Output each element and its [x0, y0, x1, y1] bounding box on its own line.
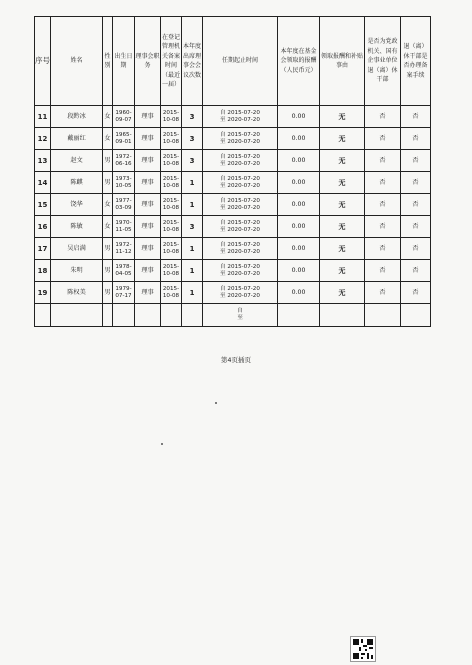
table-row: [35, 172, 431, 194]
cell-retired: 否: [401, 282, 431, 304]
cell-retired: 否: [401, 216, 431, 238]
cell-seq: 19: [35, 282, 51, 304]
cell-meetings: 3: [182, 106, 203, 128]
term-from: 自 2015-07-20: [220, 131, 260, 138]
cell-pay: 0.00: [278, 128, 320, 150]
header-term: 任期起止时间: [203, 17, 278, 106]
cell-position: 理事: [135, 238, 161, 260]
cell-gender: 男: [103, 260, 113, 282]
cell-term: [203, 106, 278, 128]
term-to: 至 2020-07-20: [220, 292, 260, 299]
cell-gender: 女: [103, 194, 113, 216]
cell-party: 否: [365, 260, 401, 282]
cell-birth: 1972-06-16: [113, 150, 135, 172]
cell-pay: 0.00: [278, 282, 320, 304]
scan-speck: [161, 443, 163, 445]
cell-filing: 2015-10-08: [161, 150, 182, 172]
term-from: 自: [237, 308, 243, 314]
cell-meetings: 3: [182, 216, 203, 238]
cell-retired: 否: [401, 194, 431, 216]
header-subsidy: 领取报酬和补贴事由: [320, 17, 365, 106]
table-row: [35, 216, 431, 238]
term-to: 至 2020-07-20: [220, 138, 260, 145]
table-row: [35, 128, 431, 150]
cell-gender: 女: [103, 128, 113, 150]
scan-speck: [215, 402, 217, 404]
cell-pay: 0.00: [278, 260, 320, 282]
cell-filing: 2015-10-08: [161, 216, 182, 238]
cell-subsidy: 无: [320, 282, 365, 304]
term-to: 至: [237, 315, 243, 321]
cell-meetings: 3: [182, 150, 203, 172]
cell-party: 否: [365, 128, 401, 150]
term-to: 至 2020-07-20: [220, 204, 260, 211]
cell-birth: 1970-11-05: [113, 216, 135, 238]
header-retired: 退（离）休干部是否办理备案手续: [401, 17, 431, 106]
table-header-row: [35, 17, 431, 106]
cell-name: 朱明: [51, 260, 103, 282]
cell-position: 理事: [135, 150, 161, 172]
cell-seq: 16: [35, 216, 51, 238]
cell-term: [203, 172, 278, 194]
header-filing: 在登记管理机关备案时间（最近一届）: [161, 17, 182, 106]
cell-retired: 否: [401, 238, 431, 260]
cell-term: [203, 282, 278, 304]
cell-filing: 2015-10-08: [161, 282, 182, 304]
cell-subsidy: 无: [320, 106, 365, 128]
cell-party: 否: [365, 216, 401, 238]
cell-party: 否: [365, 172, 401, 194]
cell-seq: 11: [35, 106, 51, 128]
cell-filing: 2015-10-08: [161, 172, 182, 194]
cell-subsidy: 无: [320, 194, 365, 216]
cell-meetings: 1: [182, 260, 203, 282]
table-row: [35, 106, 431, 128]
cell-seq: 14: [35, 172, 51, 194]
cell-name: 陈敏: [51, 216, 103, 238]
cell-position: 理事: [135, 216, 161, 238]
cell-term: [203, 238, 278, 260]
table-row: [35, 194, 431, 216]
cell-party: 否: [365, 194, 401, 216]
cell-position: 理事: [135, 128, 161, 150]
directors-table: [34, 16, 431, 327]
cell-term: [203, 304, 278, 327]
cell-term: [203, 216, 278, 238]
cell-name: 戴丽红: [51, 128, 103, 150]
cell-term: [203, 128, 278, 150]
term-to: 至 2020-07-20: [220, 248, 260, 255]
header-seq: 序号: [35, 17, 51, 106]
term-from: 自 2015-07-20: [220, 153, 260, 160]
cell-party: 否: [365, 106, 401, 128]
cell-birth: 1972-11-12: [113, 238, 135, 260]
term-from: 自 2015-07-20: [220, 241, 260, 248]
cell-gender: 男: [103, 282, 113, 304]
cell-name: 赵文: [51, 150, 103, 172]
cell-seq: 15: [35, 194, 51, 216]
cell-term: [203, 260, 278, 282]
cell-meetings: 3: [182, 128, 203, 150]
cell-subsidy: 无: [320, 216, 365, 238]
header-meetings: 本年度出席理事会会议次数: [182, 17, 203, 106]
cell-retired: 否: [401, 260, 431, 282]
term-to: 至 2020-07-20: [220, 116, 260, 123]
cell-seq: 18: [35, 260, 51, 282]
cell-pay: 0.00: [278, 172, 320, 194]
cell-meetings: 1: [182, 194, 203, 216]
cell-meetings: 1: [182, 282, 203, 304]
cell-gender: 男: [103, 238, 113, 260]
cell-term: [203, 150, 278, 172]
header-party: 是否为党政机关、国有企事业单位退（离）休干部: [365, 17, 401, 106]
cell-meetings: 1: [182, 238, 203, 260]
cell-name: 吴启满: [51, 238, 103, 260]
cell-retired: 否: [401, 172, 431, 194]
cell-name: 陈权美: [51, 282, 103, 304]
cell-position: 理事: [135, 106, 161, 128]
cell-gender: 男: [103, 150, 113, 172]
cell-subsidy: 无: [320, 128, 365, 150]
term-from: 自 2015-07-20: [220, 197, 260, 204]
term-from: 自 2015-07-20: [220, 109, 260, 116]
cell-term: [203, 194, 278, 216]
cell-birth: 1978-04-05: [113, 260, 135, 282]
cell-filing: 2015-10-08: [161, 128, 182, 150]
cell-name: 段黔冰: [51, 106, 103, 128]
cell-name: 饶华: [51, 194, 103, 216]
table-row-blank: [35, 304, 431, 327]
cell-seq: 13: [35, 150, 51, 172]
cell-birth: 1977-03-09: [113, 194, 135, 216]
cell-position: 理事: [135, 194, 161, 216]
header-birth: 出生日期: [113, 17, 135, 106]
cell-name: 陈麒: [51, 172, 103, 194]
term-from: 自 2015-07-20: [220, 263, 260, 270]
cell-party: 否: [365, 150, 401, 172]
term-to: 至 2020-07-20: [220, 270, 260, 277]
header-name: 姓名: [51, 17, 103, 106]
qr-code-icon: [350, 636, 376, 662]
term-from: 自 2015-07-20: [220, 285, 260, 292]
table-row: [35, 260, 431, 282]
cell-birth: 1973-10-05: [113, 172, 135, 194]
table-row: [35, 238, 431, 260]
cell-party: 否: [365, 238, 401, 260]
table-row: [35, 150, 431, 172]
cell-gender: 女: [103, 106, 113, 128]
cell-filing: 2015-10-08: [161, 106, 182, 128]
cell-seq: 12: [35, 128, 51, 150]
cell-birth: 1960-09-07: [113, 106, 135, 128]
cell-gender: 男: [103, 172, 113, 194]
cell-retired: 否: [401, 128, 431, 150]
cell-subsidy: 无: [320, 150, 365, 172]
cell-subsidy: 无: [320, 260, 365, 282]
cell-pay: 0.00: [278, 106, 320, 128]
cell-meetings: 1: [182, 172, 203, 194]
cell-filing: 2015-10-08: [161, 260, 182, 282]
cell-position: 理事: [135, 282, 161, 304]
page-footer: 第4页插页: [220, 356, 252, 364]
cell-pay: 0.00: [278, 238, 320, 260]
header-position: 理事会职务: [135, 17, 161, 106]
cell-birth: 1979-07-17: [113, 282, 135, 304]
term-to: 至 2020-07-20: [220, 160, 260, 167]
cell-seq: 17: [35, 238, 51, 260]
cell-subsidy: 无: [320, 172, 365, 194]
term-to: 至 2020-07-20: [220, 182, 260, 189]
term-from: 自 2015-07-20: [220, 175, 260, 182]
cell-gender: 女: [103, 216, 113, 238]
cell-pay: 0.00: [278, 150, 320, 172]
header-gender: 性别: [103, 17, 113, 106]
cell-position: 理事: [135, 172, 161, 194]
header-pay: 本年度在基金会领取的报酬（人民币元）: [278, 17, 320, 106]
term-from: 自 2015-07-20: [220, 219, 260, 226]
term-to: 至 2020-07-20: [220, 226, 260, 233]
cell-birth: 1965-09-01: [113, 128, 135, 150]
cell-pay: 0.00: [278, 194, 320, 216]
cell-retired: 否: [401, 106, 431, 128]
cell-retired: 否: [401, 150, 431, 172]
cell-position: 理事: [135, 260, 161, 282]
cell-pay: 0.00: [278, 216, 320, 238]
cell-filing: 2015-10-08: [161, 238, 182, 260]
cell-subsidy: 无: [320, 238, 365, 260]
cell-party: 否: [365, 282, 401, 304]
table-body: [35, 106, 431, 327]
cell-filing: 2015-10-08: [161, 194, 182, 216]
table-row: [35, 282, 431, 304]
